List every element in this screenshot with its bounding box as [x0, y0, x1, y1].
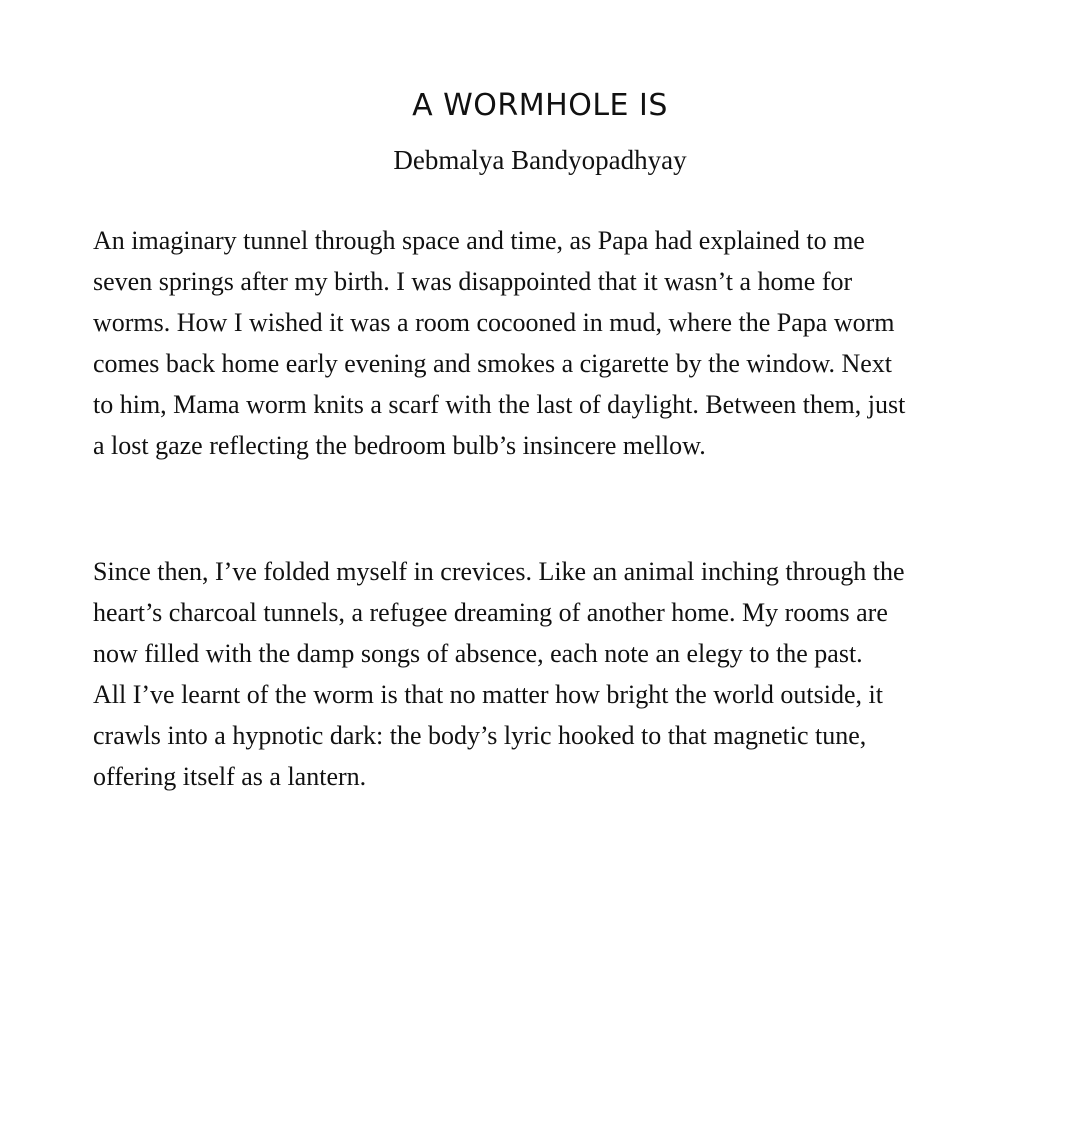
poem-line: An imaginary tunnel through space and time, as Papa had explained to me	[93, 226, 865, 255]
poem-line: a lost gaze reflecting the bedroom bulb’s insincere mellow.	[93, 431, 706, 460]
poem-line: offering itself as a lantern.	[93, 762, 367, 791]
poem-line: Since then, I’ve folded myself in crevices. Like an animal inching through the	[93, 557, 905, 586]
stanza-1	[93, 220, 1013, 466]
poem-line: All I’ve learnt of the worm is that no matter how bright the world outside, it	[93, 680, 883, 709]
poem-line: heart’s charcoal tunnels, a refugee dreaming of another home. My rooms are	[93, 598, 888, 627]
poem-line: crawls into a hypnotic dark: the body’s lyric hooked to that magnetic tune,	[93, 721, 867, 750]
poem-line: to him, Mama worm knits a scarf with the last of daylight. Between them, just	[93, 390, 906, 419]
poem-line: seven springs after my birth. I was disappointed that it wasn’t a home for	[93, 267, 853, 296]
stanza-2	[93, 551, 1013, 797]
poem-line: comes back home early evening and smokes a cigarette by the window. Next	[93, 349, 892, 378]
poem-line: now filled with the damp songs of absence, each note an elegy to the past.	[93, 639, 863, 668]
poem-author: Debmalya Bandyopadhyay	[393, 145, 687, 175]
poem-line: worms. How I wished it was a room cocooned in mud, where the Papa worm	[93, 308, 895, 337]
poem-title: A WORMHOLE IS	[412, 88, 668, 123]
